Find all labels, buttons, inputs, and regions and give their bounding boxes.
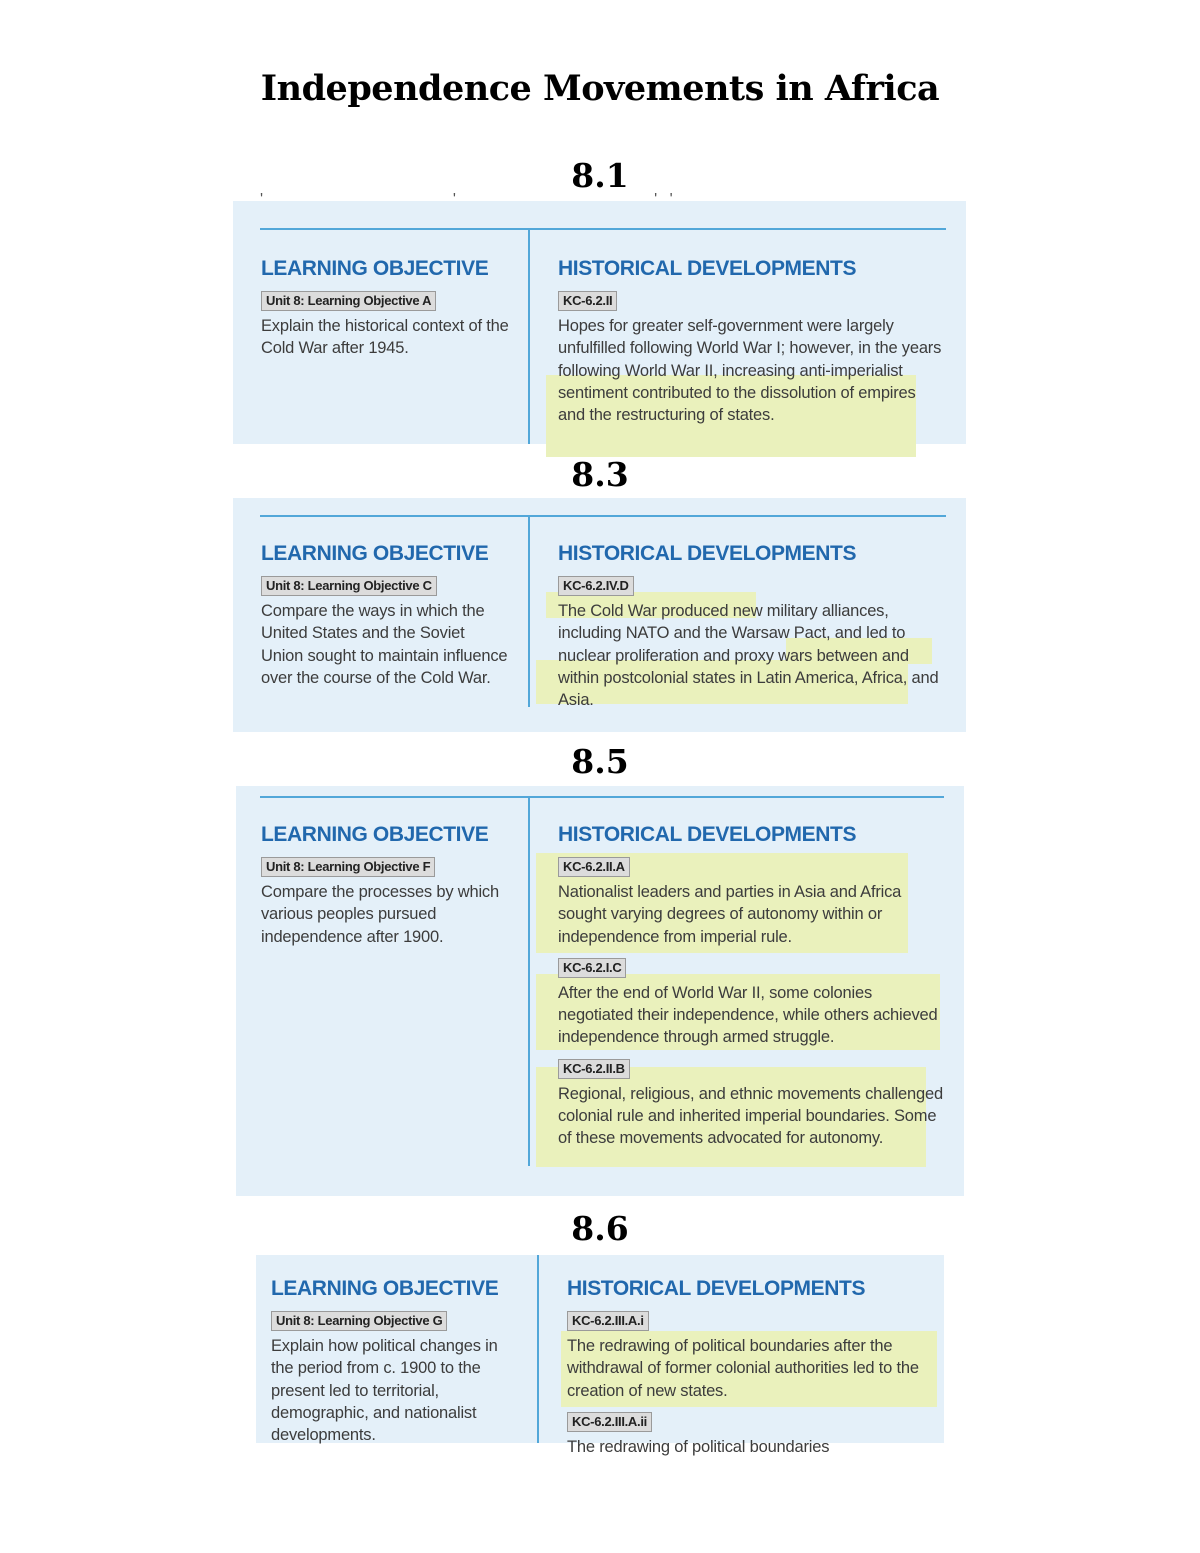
column-divider (537, 1255, 539, 1443)
key-concept-text: After the end of World War II, some colonies negotiated their independence, while others achieved independence through armed struggle. (558, 983, 938, 1047)
learning-objective-text: Explain the historical context of the Cold War after 1945. (261, 317, 509, 358)
learning-objective-tag: Unit 8: Learning Objective A (261, 291, 436, 311)
learning-objective-column (271, 1277, 521, 1446)
learning-objective-tag: Unit 8: Learning Objective C (261, 576, 437, 596)
learning-objective-heading: LEARNING OBJECTIVE (261, 542, 489, 565)
key-concept-block (567, 1412, 939, 1458)
key-concept-tag: KC-6.2.III.A.i (567, 1311, 649, 1331)
key-concept-block (558, 958, 943, 1049)
key-concept-block (567, 1311, 939, 1402)
section-number: 8.6 (571, 1209, 629, 1248)
key-concept-tag: KC-6.2.II (558, 291, 617, 311)
key-concept-tag: KC-6.2.II.A (558, 857, 630, 877)
historical-developments-column (558, 823, 943, 1150)
key-concept-text: Regional, religious, and ethnic movements challenged colonial rule and inherited imperial boundaries. Some of these movements advocated for autonomy. (558, 1084, 943, 1148)
key-concept-block (558, 857, 943, 948)
page-title: Independence Movements in Africa (260, 68, 940, 109)
section-panel-8-5 (236, 786, 964, 1196)
section-number: 8.3 (571, 455, 629, 494)
section-number: 8.1 (571, 156, 629, 195)
learning-objective-tag: Unit 8: Learning Objective F (261, 857, 435, 877)
key-concept-text: The Cold War produced new military alliances, including NATO and the Warsaw Pact, and led to nuclear proliferation and proxy wars between and within postcolonial states in Latin America, Africa, and Asia. (558, 602, 939, 710)
learning-objective-text: Compare the processes by which various peoples pursued independence after 1900. (261, 883, 499, 946)
key-concept-block (558, 1059, 943, 1150)
key-concept-tag: KC-6.2.I.C (558, 958, 626, 978)
historical-developments-column (567, 1277, 939, 1458)
section-panel-8-6 (256, 1255, 944, 1456)
learning-objective-column (261, 257, 511, 360)
key-concept-tag: KC-6.2.III.A.ii (567, 1412, 652, 1432)
key-concept-text: Nationalist leaders and parties in Asia and Africa sought varying degrees of autonomy within or independence from imperial rule. (558, 883, 902, 946)
learning-objective-heading: LEARNING OBJECTIVE (271, 1277, 499, 1300)
cropped-text-fragment: ' ' ' ' (260, 191, 677, 208)
historical-developments-heading: HISTORICAL DEVELOPMENTS (558, 823, 857, 846)
column-divider (528, 798, 530, 1166)
historical-developments-heading: HISTORICAL DEVELOPMENTS (567, 1277, 866, 1300)
learning-objective-text: Explain how political changes in the period from c. 1900 to the present led to territorial, demographic, and nationalist developments. (271, 1337, 498, 1445)
key-concept-block (558, 291, 943, 426)
historical-developments-heading: HISTORICAL DEVELOPMENTS (558, 542, 857, 565)
learning-objective-text: Compare the ways in which the United States and the Soviet Union sought to maintain influence over the course of the Cold War. (261, 602, 508, 687)
panel-top-rule (260, 515, 946, 517)
key-concept-tag: KC-6.2.II.B (558, 1059, 630, 1079)
panel-top-rule (260, 796, 944, 798)
historical-developments-column (558, 542, 943, 711)
section-panel-8-3 (233, 498, 966, 732)
key-concept-text: The redrawing of political boundaries (567, 1437, 830, 1456)
section-number: 8.5 (571, 742, 629, 781)
learning-objective-heading: LEARNING OBJECTIVE (261, 257, 489, 280)
learning-objective-heading: LEARNING OBJECTIVE (261, 823, 489, 846)
column-divider (528, 230, 530, 444)
learning-objective-column (261, 823, 511, 948)
key-concept-text: Hopes for greater self-government were largely unfulfilled following World War I; however, in the years following World War II, increasing anti-imperialist sentiment contributed to the dissolution of empires and the restructuring of states. (558, 317, 942, 425)
historical-developments-column (558, 257, 943, 426)
key-concept-block (558, 576, 943, 711)
historical-developments-heading: HISTORICAL DEVELOPMENTS (558, 257, 857, 280)
key-concept-tag: KC-6.2.IV.D (558, 576, 634, 596)
key-concept-text: The redrawing of political boundaries after the withdrawal of former colonial authorities led to the creation of new states. (567, 1337, 919, 1400)
learning-objective-column (261, 542, 511, 689)
section-panel-8-1 (233, 191, 966, 444)
panel-top-rule (260, 228, 946, 230)
learning-objective-tag: Unit 8: Learning Objective G (271, 1311, 447, 1331)
column-divider (528, 517, 530, 707)
